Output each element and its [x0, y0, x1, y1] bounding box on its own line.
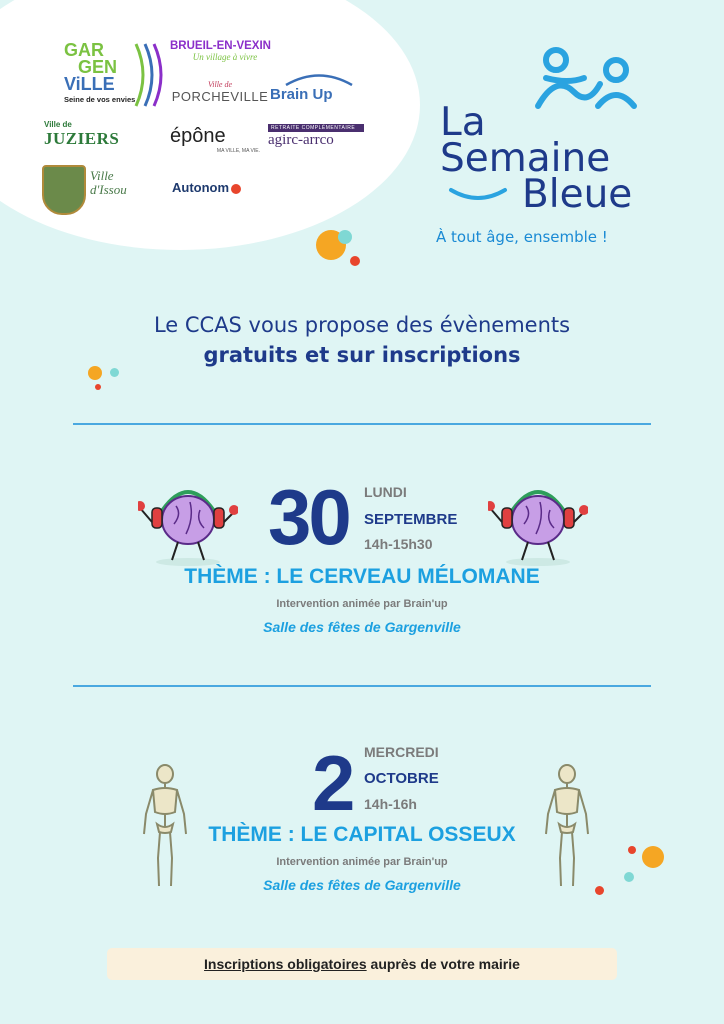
- autonom-dot-icon: [231, 184, 241, 194]
- event1-month: SEPTEMBRE: [364, 511, 458, 528]
- event2-time: 14h-16h: [364, 796, 417, 812]
- gargenville-logo-line3: ViLLE: [64, 74, 115, 94]
- brain-with-headphones-icon: [138, 478, 238, 568]
- brueil-logo-tagline: Un village à vivre: [192, 52, 258, 62]
- porcheville-logo: [170, 80, 270, 104]
- brainup-logo: [270, 72, 360, 103]
- semaine-bleue-figures-icon: [528, 44, 648, 114]
- epone-logo: [170, 125, 260, 154]
- porcheville-logo-name: PORCHEVILLE: [171, 89, 269, 104]
- issou-crest-icon: [42, 165, 86, 215]
- brain-with-headphones-icon: [488, 478, 588, 568]
- smile-underline-icon: [448, 186, 508, 202]
- autonom-logo: [172, 180, 272, 195]
- issou-logo: [42, 165, 142, 220]
- deco-dot: [95, 384, 101, 390]
- epone-logo-tagline: MA VILLE, MA VIE.: [216, 148, 260, 154]
- brainup-arc-icon: [284, 72, 354, 86]
- divider-middle: [73, 685, 651, 687]
- event1-place: Salle des fêtes de Gargenville: [263, 619, 461, 635]
- event2-weekday: MERCREDI: [364, 744, 439, 760]
- registration-notice: [107, 948, 617, 980]
- epone-logo-name: épône: [170, 125, 226, 147]
- event2-day-number: 2: [312, 739, 356, 827]
- divider-top: [73, 423, 651, 425]
- event1-animated-by: Intervention animée par Brain'up: [276, 598, 448, 610]
- event1-weekday: LUNDI: [364, 484, 407, 500]
- deco-dot: [338, 230, 352, 244]
- autonom-logo-name: Autonom: [172, 180, 230, 195]
- agirc-logo-top: RETRAITE COMPLÉMENTAIRE: [268, 124, 364, 132]
- deco-dot: [88, 366, 102, 380]
- intro-line1: Le CCAS vous propose des évènements: [153, 313, 571, 337]
- gargenville-waves-icon: [132, 42, 164, 108]
- gargenville-logo: [64, 42, 164, 112]
- deco-dot: [628, 846, 636, 854]
- event2-theme: THÈME : LE CAPITAL OSSEUX: [208, 823, 516, 846]
- campaign-tagline: À tout âge, ensemble !: [436, 228, 608, 246]
- intro-line2: gratuits et sur inscriptions: [203, 343, 521, 367]
- gargenville-logo-tagline: Seine de vos envies: [64, 95, 136, 104]
- campaign-title-line1: La: [440, 100, 486, 145]
- deco-dot: [350, 256, 360, 266]
- event1-day-number: 30: [268, 473, 349, 561]
- registration-where-text: auprès de votre mairie: [366, 956, 520, 972]
- juziers-logo-name: JUZIERS: [44, 129, 120, 148]
- porcheville-logo-prefix: Ville de: [207, 80, 233, 89]
- deco-dot: [110, 368, 119, 377]
- campaign-title-line3: Bleue: [522, 172, 633, 217]
- juziers-logo-prefix: Ville de: [44, 120, 72, 129]
- registration-required-text: Inscriptions obligatoires: [204, 956, 367, 972]
- agirc-logo-name: agirc-arrco: [268, 132, 334, 148]
- brueil-logo: [170, 40, 280, 62]
- event1-theme: THÈME : LE CERVEAU MÉLOMANE: [184, 565, 540, 588]
- event2-animated-by: Intervention animée par Brain'up: [276, 856, 448, 868]
- event2-month: OCTOBRE: [364, 770, 439, 787]
- campaign-title-line2: Semaine: [440, 136, 611, 181]
- event2-place: Salle des fêtes de Gargenville: [263, 877, 461, 893]
- brainup-logo-name: Brain Up: [270, 86, 333, 103]
- gargenville-logo-line1: GAR: [64, 40, 104, 60]
- juziers-logo: [44, 120, 154, 149]
- agirc-arrco-logo: [268, 124, 364, 149]
- issou-logo-line1: Ville: [90, 168, 114, 183]
- event1-time: 14h-15h30: [364, 536, 433, 552]
- issou-logo-line2: d'Issou: [90, 182, 127, 197]
- brueil-logo-name: BRUEIL-EN-VEXIN: [170, 40, 271, 52]
- gargenville-logo-line2: GEN: [78, 57, 118, 77]
